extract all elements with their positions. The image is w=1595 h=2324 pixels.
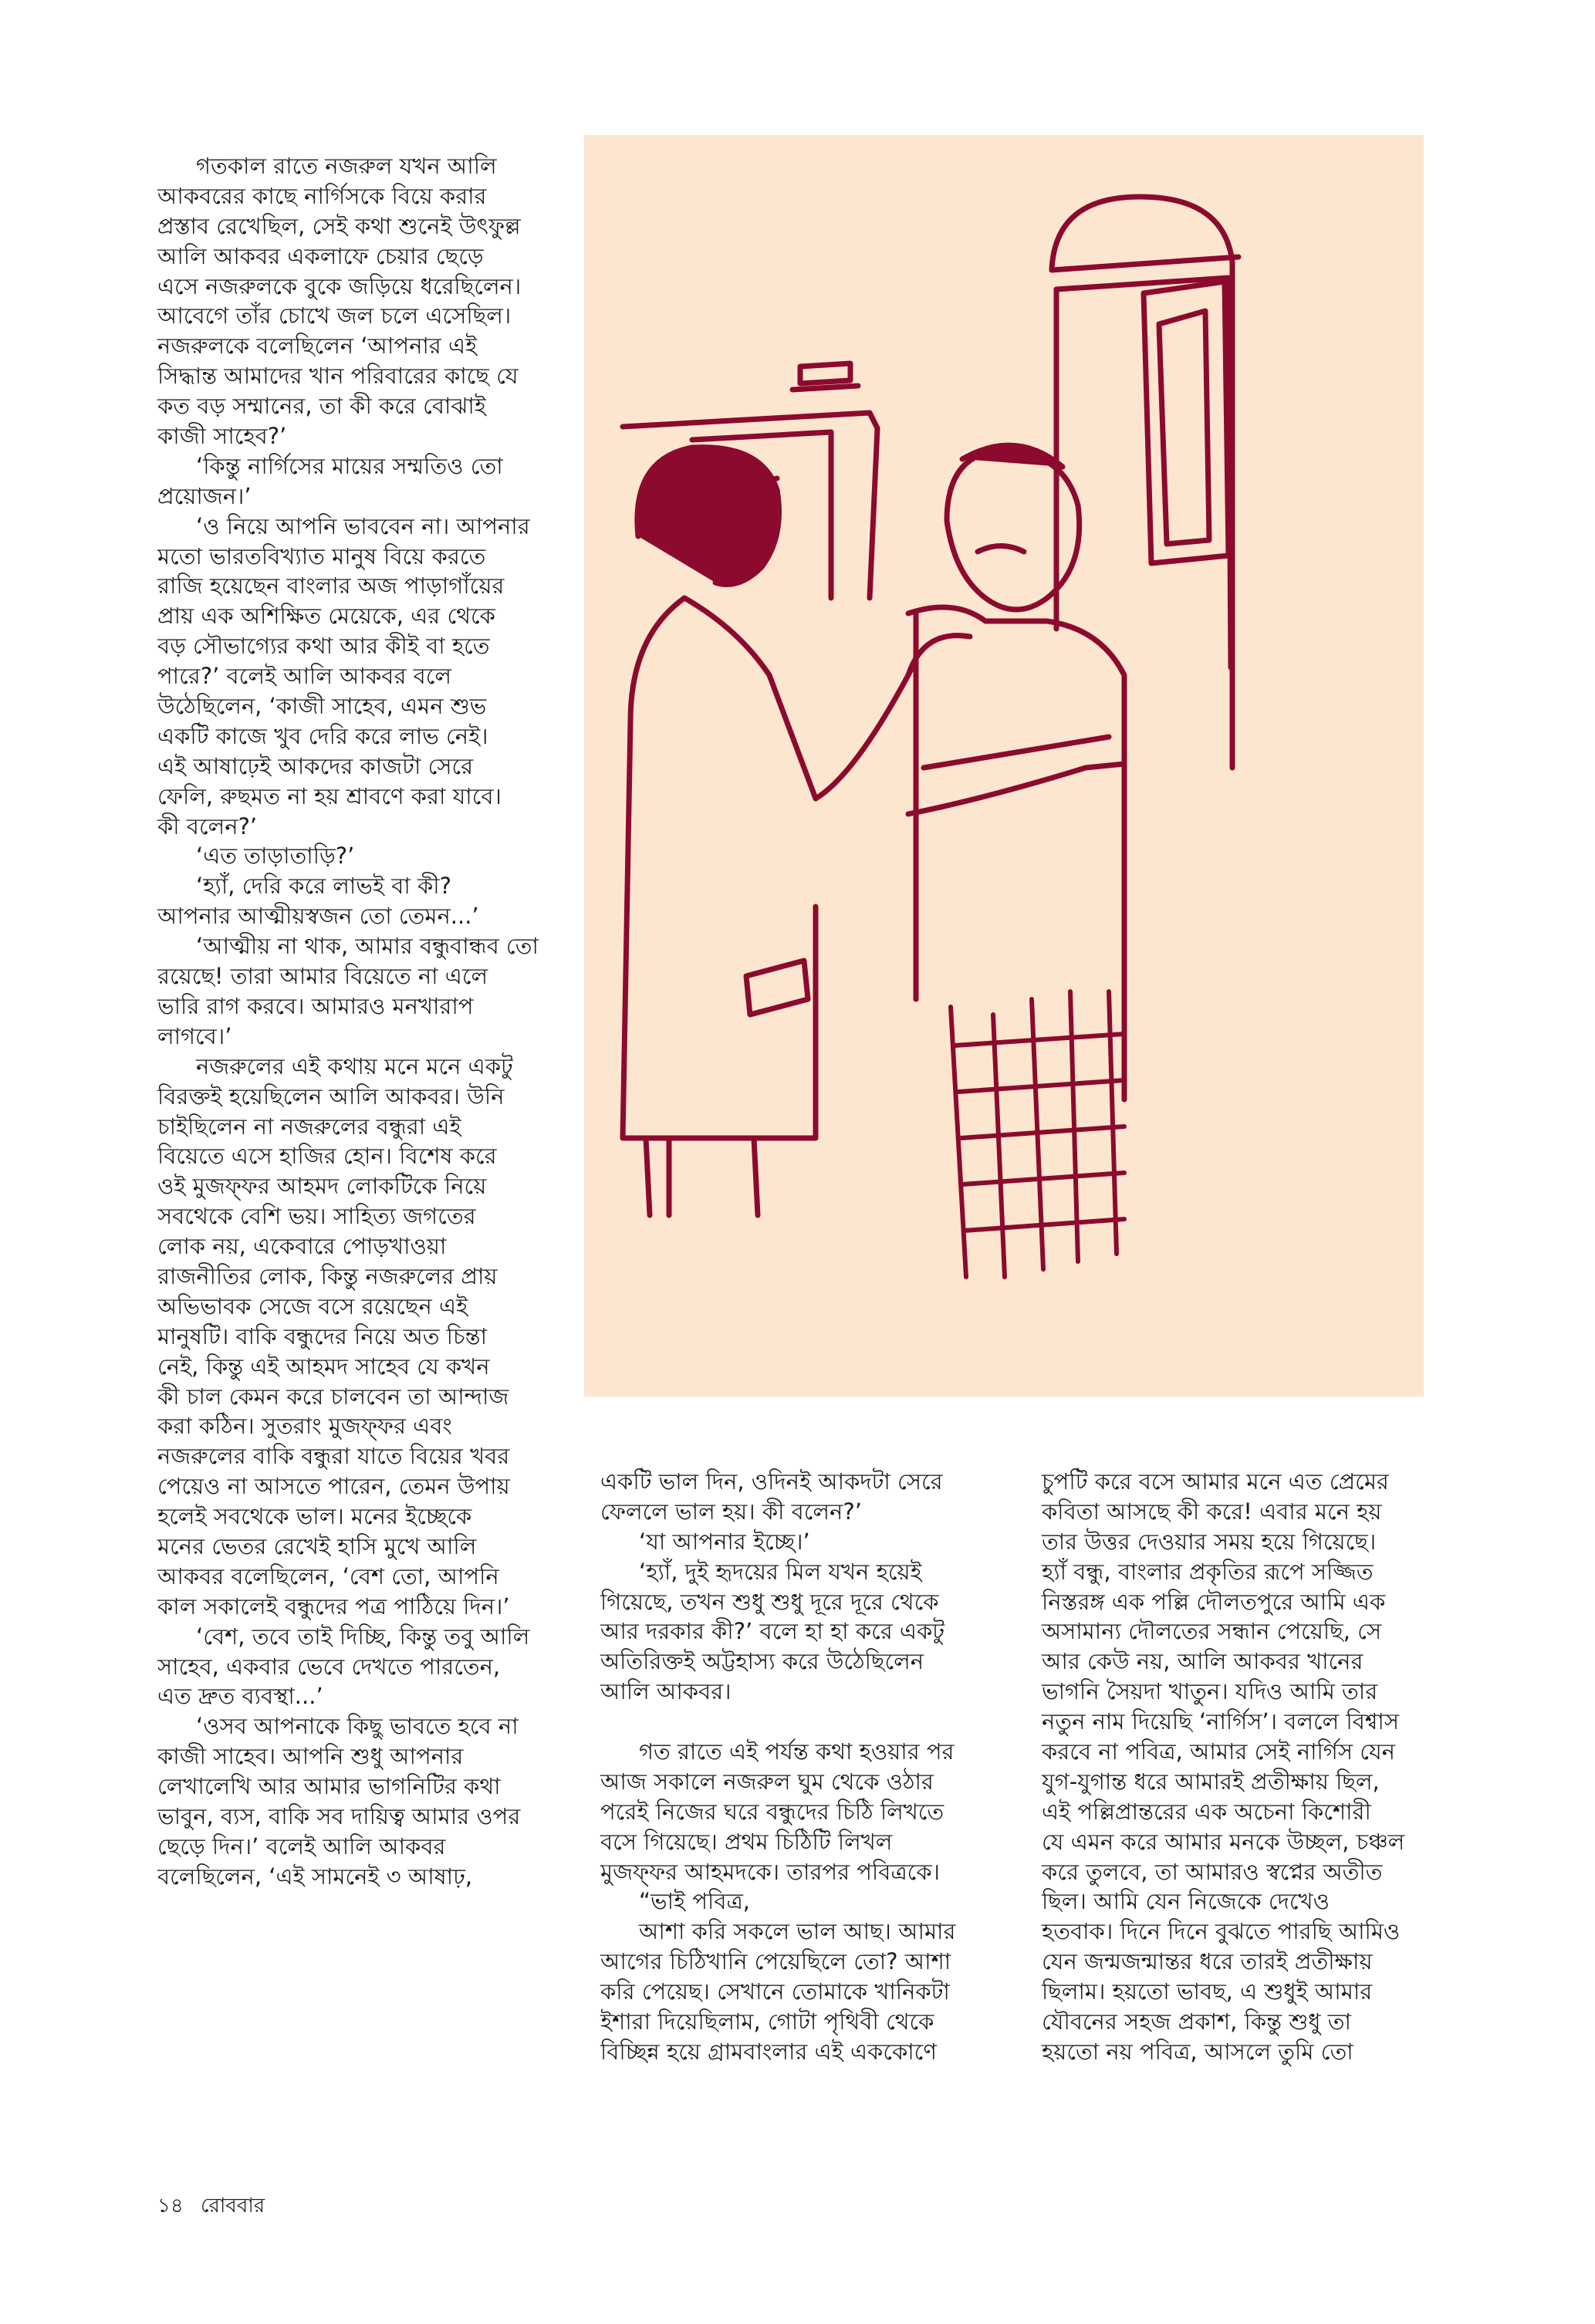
text-line: রয়েছে! তারা আমার বিয়েতে না এলে <box>157 963 488 990</box>
text-line: ‘হ্যাঁ, দেরি করে লাভই বা কী? <box>196 873 451 900</box>
text-line: কবিতা আসছে কী করে! এবার মনে হয় <box>1042 1498 1382 1525</box>
illustration-panel <box>584 135 1424 1397</box>
text-line: সিদ্ধান্ত আমাদের খান পরিবারের কাছে যে <box>157 363 519 390</box>
text-line: আপনার আত্মীয়স্বজন তো তেমন...’ <box>157 903 479 930</box>
text-line: ‘আত্মীয় না থাক, আমার বন্ধুবান্ধব তো <box>196 933 539 960</box>
text-line: হ্যাঁ বন্ধু, বাংলার প্রকৃতির রূপে সজ্জিত <box>1042 1558 1374 1585</box>
text-line: মনের ভেতর রেখেই হাসি মুখে আলি <box>157 1532 477 1559</box>
text-line: আর দরকার কী?’ বলে হা হা করে একটু <box>600 1618 945 1645</box>
text-line: মুজফ্ফর আহমদকে। তারপর পবিত্রকে। <box>600 1858 940 1885</box>
text-column-middle <box>600 1467 1002 2067</box>
text-line: করি পেয়েছ। সেখানে তোমাকে খানিকটা <box>600 1978 950 2005</box>
text-line: নতুন নাম দিয়েছি ‘নার্গিস’। বললে বিশ্বাস <box>1042 1708 1399 1735</box>
text-line: একটি ভাল দিন, ওদিনই আকদটা সেরে <box>600 1468 943 1495</box>
text-line: নেই, কিন্তু এই আহমদ সাহেব যে কখন <box>157 1353 490 1380</box>
text-line: নজরুলকে বলেছিলেন ‘আপনার এই <box>157 333 478 360</box>
publication-name: রোববার <box>201 2194 265 2218</box>
text-line: যুগ-যুগান্ত ধরে আমারই প্রতীক্ষায় ছিল, <box>1042 1768 1380 1795</box>
envelope <box>746 961 808 1015</box>
text-line: মানুষটি। বাকি বন্ধুদের নিয়ে অত চিন্তা <box>157 1322 488 1349</box>
text-line: অতিরিক্তই অট্টহাস্য করে উঠেছিলেন <box>600 1648 924 1675</box>
text-line: অসামান্য দৌলতের সন্ধান পেয়েছি, সে <box>1042 1618 1382 1645</box>
text-line: প্রস্তাব রেখেছিল, সেই কথা শুনেই উৎফুল্ল <box>157 212 521 239</box>
text-line: উঠেছিলেন, ‘কাজী সাহেব, এমন শুভ <box>157 693 487 720</box>
text-line: পারে?’ বলেই আলি আকবর বলে <box>157 663 452 690</box>
text-line: ‘কিন্তু নার্গিসের মায়ের সম্মতিও তো <box>196 452 503 479</box>
text-line: আলি আকবর একলাফে চেয়ার ছেড়ে <box>157 242 484 269</box>
text-line: গতকাল রাতে নজরুল যখন আলি <box>196 153 497 179</box>
text-line: সবথেকে বেশি ভয়। সাহিত্য জগতের <box>157 1203 476 1230</box>
text-line: ‘যা আপনার ইচ্ছে।’ <box>639 1528 810 1555</box>
text-line: কাজী সাহেব?’ <box>157 423 287 450</box>
text-line: ওই মুজফ্ফর আহমদ লোকটিকে নিয়ে <box>157 1173 487 1200</box>
text-line: কী চাল কেমন করে চালবেন তা আন্দাজ <box>157 1383 509 1410</box>
text-line: কাল সকালেই বন্ধুদের পত্র পাঠিয়ে দিন।’ <box>157 1593 510 1620</box>
text-line: ছেড়ে দিন।’ বলেই আলি আকবর <box>157 1833 446 1860</box>
text-line: ‘হ্যাঁ, দুই হৃদয়ের মিল যখন হয়েই <box>639 1558 922 1585</box>
text-line: ভারি রাগ করবে। আমারও মনখারাপ <box>157 992 474 1019</box>
text-line: বিরক্তই হয়েছিলেন আলি আকবর। উনি <box>157 1083 505 1110</box>
text-line: আশা করি সকলে ভাল আছ। আমার <box>639 1918 956 1945</box>
text-line: এসে নজরুলকে বুকে জড়িয়ে ধরেছিলেন। <box>157 272 522 299</box>
text-line: ফেলি, রুছমত না হয় শ্রাবণে করা যাবে। <box>157 782 502 809</box>
text-line: লাগবে।’ <box>157 1022 232 1049</box>
text-line: আবেগে তাঁর চোখে জল চলে এসেছিল। <box>157 302 512 329</box>
text-line: আলি আকবর। <box>600 1678 732 1705</box>
text-line: আকবর বলেছিলেন, ‘বেশ তো, আপনি <box>157 1562 499 1589</box>
text-line: ফেললে ভাল হয়। কী বলেন?’ <box>600 1498 862 1525</box>
text-line: ‘বেশ, তবে তাই দিচ্ছি, কিন্তু তবু আলি <box>196 1623 530 1650</box>
text-line: ইশারা দিয়েছিলাম, গোটা পৃথিবী থেকে <box>600 2008 934 2035</box>
text-line: কাজী সাহেব। আপনি শুধু আপনার <box>157 1743 464 1770</box>
text-line: চুপটি করে বসে আমার মনে এত প্রেমের <box>1042 1468 1389 1495</box>
left-figure-head <box>637 448 779 585</box>
text-line: হলেই সবথেকে ভাল। মনের ইচ্ছেকে <box>157 1503 472 1530</box>
text-column-right <box>1042 1467 1443 2067</box>
text-line: অভিভাবক সেজে বসে রয়েছেন এই <box>157 1292 468 1319</box>
text-line: করবে না পবিত্র, আমার সেই নার্গিস যেন <box>1042 1738 1395 1765</box>
text-line: বড় সৌভাগ্যের কথা আর কীই বা হতে <box>157 633 490 660</box>
text-line: গিয়েছে, তখন শুধু শুধু দূরে দূরে থেকে <box>600 1588 939 1615</box>
text-line: আগের চিঠিখানি পেয়েছিলে তো? আশা <box>600 1948 951 1975</box>
text-line: বসে গিয়েছে। প্রথম চিঠিটি লিখল <box>600 1828 893 1855</box>
text-line: এই আষাঢ়েই আকদের কাজটা সেরে <box>157 752 474 779</box>
text-line: নজরুলের এই কথায় মনে মনে একটু <box>196 1052 513 1079</box>
text-line: সাহেব, একবার ভেবে দেখতে পারতেন, <box>157 1653 501 1680</box>
text-line: রাজনীতির লোক, কিন্তু নজরুলের প্রায় <box>157 1262 498 1289</box>
text-line: ছিল। আমি যেন নিজেকে দেখেও <box>1042 1888 1330 1915</box>
text-line: বিচ্ছিন্ন হয়ে গ্রামবাংলার এই এককোণে <box>600 2038 937 2065</box>
text-line: লেখালেখি আর আমার ভাগনিটির কথা <box>157 1773 501 1800</box>
text-line: যে এমন করে আমার মনকে উচ্ছল, চঞ্চল <box>1042 1828 1405 1855</box>
text-line: বিয়েতে এসে হাজির হোন। বিশেষ করে <box>157 1143 497 1170</box>
text-line: “ভাই পবিত্র, <box>639 1888 750 1915</box>
text-line: হয়তো নয় পবিত্র, আসলে তুমি তো <box>1042 2038 1353 2065</box>
text-line: এই পল্লিপ্রান্তরের এক অচেনা কিশোরী <box>1042 1798 1371 1825</box>
text-line: রাজি হয়েছেন বাংলার অজ পাড়াগাঁয়ের <box>157 573 505 600</box>
text-line: যৌবনের সহজ প্রকাশ, কিন্তু শুধু তা <box>1042 2008 1351 2035</box>
page-footer <box>157 2190 275 2224</box>
text-line: ছিলাম। হয়তো ভাবছ, এ শুধুই আমার <box>1042 1978 1373 2005</box>
text-line: বলেছিলেন, ‘এই সামনেই ৩ আষাঢ়, <box>157 1863 473 1890</box>
text-line: পেয়েও না আসতে পারেন, তেমন উপায় <box>157 1473 510 1500</box>
text-line: প্রায় এক অশিক্ষিত মেয়েকে, এর থেকে <box>157 603 495 630</box>
text-line: আকবরের কাছে নার্গিসকে বিয়ে করার <box>157 182 487 209</box>
text-line: লোক নয়, একেবারে পোড়খাওয়া <box>157 1233 447 1260</box>
paragraph-gap <box>600 1707 1002 1737</box>
text-line: গত রাতে এই পর্যন্ত কথা হওয়ার পর <box>639 1738 955 1765</box>
page-number: ১৪ <box>157 2194 184 2218</box>
text-line: যেন জন্মজন্মান্তর ধরে তারই প্রতীক্ষায় <box>1042 1948 1373 1975</box>
text-column-left <box>157 151 543 1892</box>
text-line: কী বলেন?’ <box>157 812 258 839</box>
text-line: ‘ওসব আপনাকে কিছু ভাবতে হবে না <box>196 1713 519 1740</box>
text-line: তার উত্তর দেওয়ার সময় হয়ে গিয়েছে। <box>1042 1528 1377 1555</box>
text-line: প্রয়োজন।’ <box>157 482 252 509</box>
text-line: আর কেউ নয়, আলি আকবর খানের <box>1042 1648 1364 1675</box>
text-line: নজরুলের বাকি বন্ধুরা যাতে বিয়ের খবর <box>157 1443 510 1470</box>
text-line: করা কঠিন। সুতরাং মুজফ্ফর এবং <box>157 1413 452 1440</box>
door-panel <box>1144 282 1228 563</box>
text-line: নিস্তরঙ্গ এক পল্লি দৌলতপুরে আমি এক <box>1042 1588 1386 1615</box>
text-line: ভাবুন, ব্যস, বাকি সব দায়িত্ব আমার ওপর <box>157 1802 521 1829</box>
text-line: আজ সকালে নজরুল ঘুম থেকে ওঠার <box>600 1768 934 1795</box>
right-figure-head <box>947 451 1080 610</box>
text-line: হতবাক। দিনে দিনে বুঝতে পারছি আমিও <box>1042 1918 1401 1945</box>
left-figure-body <box>623 598 816 1138</box>
lungi-pattern <box>951 991 1124 1277</box>
text-line: ‘এত তাড়াতাড়ি?’ <box>196 843 355 870</box>
text-line: ভাগনি সৈয়দা খাতুন। যদিও আমি তার <box>1042 1678 1378 1705</box>
right-figure-shirt <box>908 607 1124 1100</box>
illustration-image <box>584 135 1424 1397</box>
text-line: কত বড় সম্মানের, তা কী করে বোঝাই <box>157 393 486 420</box>
text-line: করে তুলবে, তা আমারও স্বপ্নের অতীত <box>1042 1858 1383 1885</box>
text-line: ‘ও নিয়ে আপনি ভাববেন না। আপনার <box>196 512 530 539</box>
text-line: এত দ্রুত ব্যবস্থা...’ <box>157 1683 323 1710</box>
text-line: পরেই নিজের ঘরে বন্ধুদের চিঠি লিখতে <box>600 1798 944 1825</box>
text-line: মতো ভারতবিখ্যাত মানুষ বিয়ে করতে <box>157 542 486 569</box>
text-line: চাইছিলেন না নজরুলের বন্ধুরা এই <box>157 1113 461 1140</box>
text-line: একটি কাজে খুব দেরি করে লাভ নেই। <box>157 722 488 749</box>
